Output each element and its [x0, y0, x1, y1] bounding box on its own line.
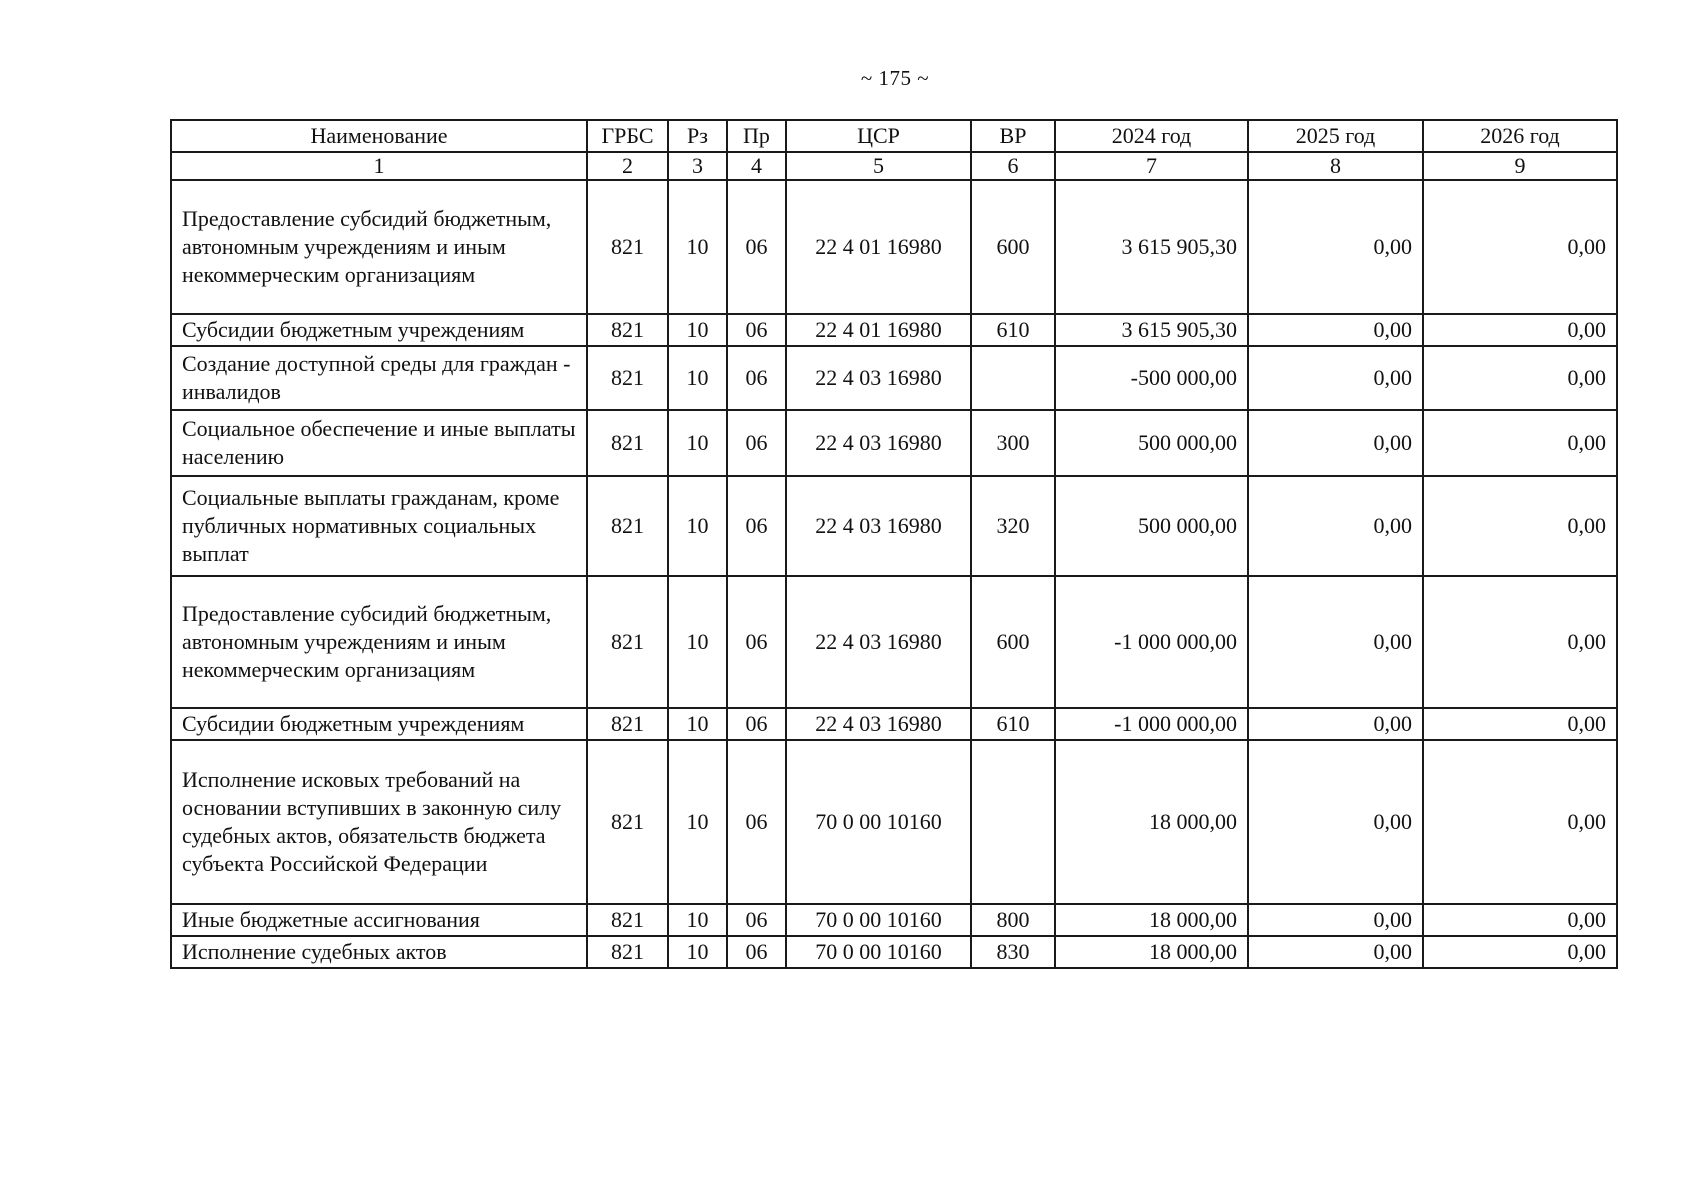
amount-2026-cell: 0,00: [1423, 346, 1617, 410]
csr-cell: 70 0 00 10160: [786, 936, 971, 968]
amount-2026-cell: 0,00: [1423, 708, 1617, 740]
amount-2025-cell: 0,00: [1248, 410, 1423, 476]
column-number-row: [171, 152, 1617, 180]
rz-cell: 10: [668, 936, 727, 968]
name-cell: Социальное обеспечение и иные выплаты населению: [171, 410, 587, 476]
pr-cell: 06: [727, 740, 786, 904]
csr-cell: 22 4 01 16980: [786, 180, 971, 314]
name-cell: Иные бюджетные ассигнования: [171, 904, 587, 936]
table-header-row: [171, 120, 1617, 152]
amount-2024-cell: 3 615 905,30: [1055, 180, 1248, 314]
vr-cell: 610: [971, 314, 1055, 346]
amount-2025-cell: 0,00: [1248, 904, 1423, 936]
header-cell: Рз: [668, 120, 727, 152]
header-cell: Пр: [727, 120, 786, 152]
vr-cell: [971, 740, 1055, 904]
amount-2024-cell: -500 000,00: [1055, 346, 1248, 410]
pr-cell: 06: [727, 936, 786, 968]
csr-cell: 22 4 03 16980: [786, 708, 971, 740]
table-row: [171, 708, 1617, 740]
column-number-cell: 6: [971, 152, 1055, 180]
header-cell: ГРБС: [587, 120, 668, 152]
table-row: [171, 904, 1617, 936]
csr-cell: 22 4 03 16980: [786, 476, 971, 576]
name-cell: Социальные выплаты гражданам, кроме публичных нормативных социальных выплат: [171, 476, 587, 576]
grbs-cell: 821: [587, 708, 668, 740]
name-cell: Создание доступной среды для граждан - инвалидов: [171, 346, 587, 410]
name-cell: Субсидии бюджетным учреждениям: [171, 708, 587, 740]
vr-cell: 300: [971, 410, 1055, 476]
name-cell: Субсидии бюджетным учреждениям: [171, 314, 587, 346]
csr-cell: 22 4 03 16980: [786, 410, 971, 476]
amount-2024-cell: 3 615 905,30: [1055, 314, 1248, 346]
pr-cell: 06: [727, 708, 786, 740]
pr-cell: 06: [727, 314, 786, 346]
amount-2026-cell: 0,00: [1423, 410, 1617, 476]
csr-cell: 70 0 00 10160: [786, 740, 971, 904]
grbs-cell: 821: [587, 576, 668, 708]
csr-cell: 22 4 01 16980: [786, 314, 971, 346]
pr-cell: 06: [727, 576, 786, 708]
grbs-cell: 821: [587, 936, 668, 968]
amount-2025-cell: 0,00: [1248, 936, 1423, 968]
amount-2024-cell: 500 000,00: [1055, 410, 1248, 476]
rz-cell: 10: [668, 708, 727, 740]
vr-cell: 610: [971, 708, 1055, 740]
amount-2025-cell: 0,00: [1248, 708, 1423, 740]
grbs-cell: 821: [587, 476, 668, 576]
rz-cell: 10: [668, 576, 727, 708]
column-number-cell: 3: [668, 152, 727, 180]
table-row: [171, 936, 1617, 968]
table-row: [171, 576, 1617, 708]
pr-cell: 06: [727, 904, 786, 936]
amount-2024-cell: 500 000,00: [1055, 476, 1248, 576]
column-number-cell: 1: [171, 152, 587, 180]
header-cell: 2026 год: [1423, 120, 1617, 152]
pr-cell: 06: [727, 180, 786, 314]
amount-2024-cell: 18 000,00: [1055, 904, 1248, 936]
amount-2024-cell: -1 000 000,00: [1055, 576, 1248, 708]
grbs-cell: 821: [587, 346, 668, 410]
grbs-cell: 821: [587, 314, 668, 346]
amount-2024-cell: 18 000,00: [1055, 740, 1248, 904]
amount-2025-cell: 0,00: [1248, 314, 1423, 346]
grbs-cell: 821: [587, 180, 668, 314]
table-row: [171, 410, 1617, 476]
name-cell: Исполнение судебных актов: [171, 936, 587, 968]
rz-cell: 10: [668, 740, 727, 904]
header-cell: Наименование: [171, 120, 587, 152]
grbs-cell: 821: [587, 410, 668, 476]
table-row: [171, 314, 1617, 346]
budget-table: [170, 119, 1618, 969]
vr-cell: 830: [971, 936, 1055, 968]
amount-2025-cell: 0,00: [1248, 346, 1423, 410]
grbs-cell: 821: [587, 904, 668, 936]
rz-cell: 10: [668, 346, 727, 410]
amount-2025-cell: 0,00: [1248, 576, 1423, 708]
amount-2025-cell: 0,00: [1248, 180, 1423, 314]
table-row: [171, 346, 1617, 410]
grbs-cell: 821: [587, 740, 668, 904]
column-number-cell: 8: [1248, 152, 1423, 180]
amount-2026-cell: 0,00: [1423, 936, 1617, 968]
header-cell: ВР: [971, 120, 1055, 152]
pr-cell: 06: [727, 346, 786, 410]
amount-2026-cell: 0,00: [1423, 576, 1617, 708]
vr-cell: 600: [971, 576, 1055, 708]
header-cell: ЦСР: [786, 120, 971, 152]
amount-2026-cell: 0,00: [1423, 180, 1617, 314]
column-number-cell: 5: [786, 152, 971, 180]
pr-cell: 06: [727, 410, 786, 476]
amount-2024-cell: -1 000 000,00: [1055, 708, 1248, 740]
table-row: [171, 476, 1617, 576]
vr-cell: [971, 346, 1055, 410]
csr-cell: 70 0 00 10160: [786, 904, 971, 936]
vr-cell: 800: [971, 904, 1055, 936]
vr-cell: 320: [971, 476, 1055, 576]
name-cell: Исполнение исковых требований на основании вступивших в законную силу судебных актов, обязательств бюджета субъекта Российской Федерации: [171, 740, 587, 904]
amount-2025-cell: 0,00: [1248, 740, 1423, 904]
table-row: [171, 180, 1617, 314]
csr-cell: 22 4 03 16980: [786, 346, 971, 410]
column-number-cell: 2: [587, 152, 668, 180]
table-row: [171, 740, 1617, 904]
header-cell: 2024 год: [1055, 120, 1248, 152]
csr-cell: 22 4 03 16980: [786, 576, 971, 708]
amount-2026-cell: 0,00: [1423, 476, 1617, 576]
amount-2026-cell: 0,00: [1423, 740, 1617, 904]
amount-2024-cell: 18 000,00: [1055, 936, 1248, 968]
column-number-cell: 4: [727, 152, 786, 180]
rz-cell: 10: [668, 180, 727, 314]
name-cell: Предоставление субсидий бюджетным, автономным учреждениям и иным некоммерческим организациям: [171, 180, 587, 314]
column-number-cell: 9: [1423, 152, 1617, 180]
amount-2025-cell: 0,00: [1248, 476, 1423, 576]
rz-cell: 10: [668, 476, 727, 576]
page-number: ~ 175 ~: [860, 66, 930, 90]
column-number-cell: 7: [1055, 152, 1248, 180]
header-cell: 2025 год: [1248, 120, 1423, 152]
amount-2026-cell: 0,00: [1423, 904, 1617, 936]
amount-2026-cell: 0,00: [1423, 314, 1617, 346]
rz-cell: 10: [668, 904, 727, 936]
name-cell: Предоставление субсидий бюджетным, автономным учреждениям и иным некоммерческим организациям: [171, 576, 587, 708]
vr-cell: 600: [971, 180, 1055, 314]
rz-cell: 10: [668, 314, 727, 346]
rz-cell: 10: [668, 410, 727, 476]
pr-cell: 06: [727, 476, 786, 576]
